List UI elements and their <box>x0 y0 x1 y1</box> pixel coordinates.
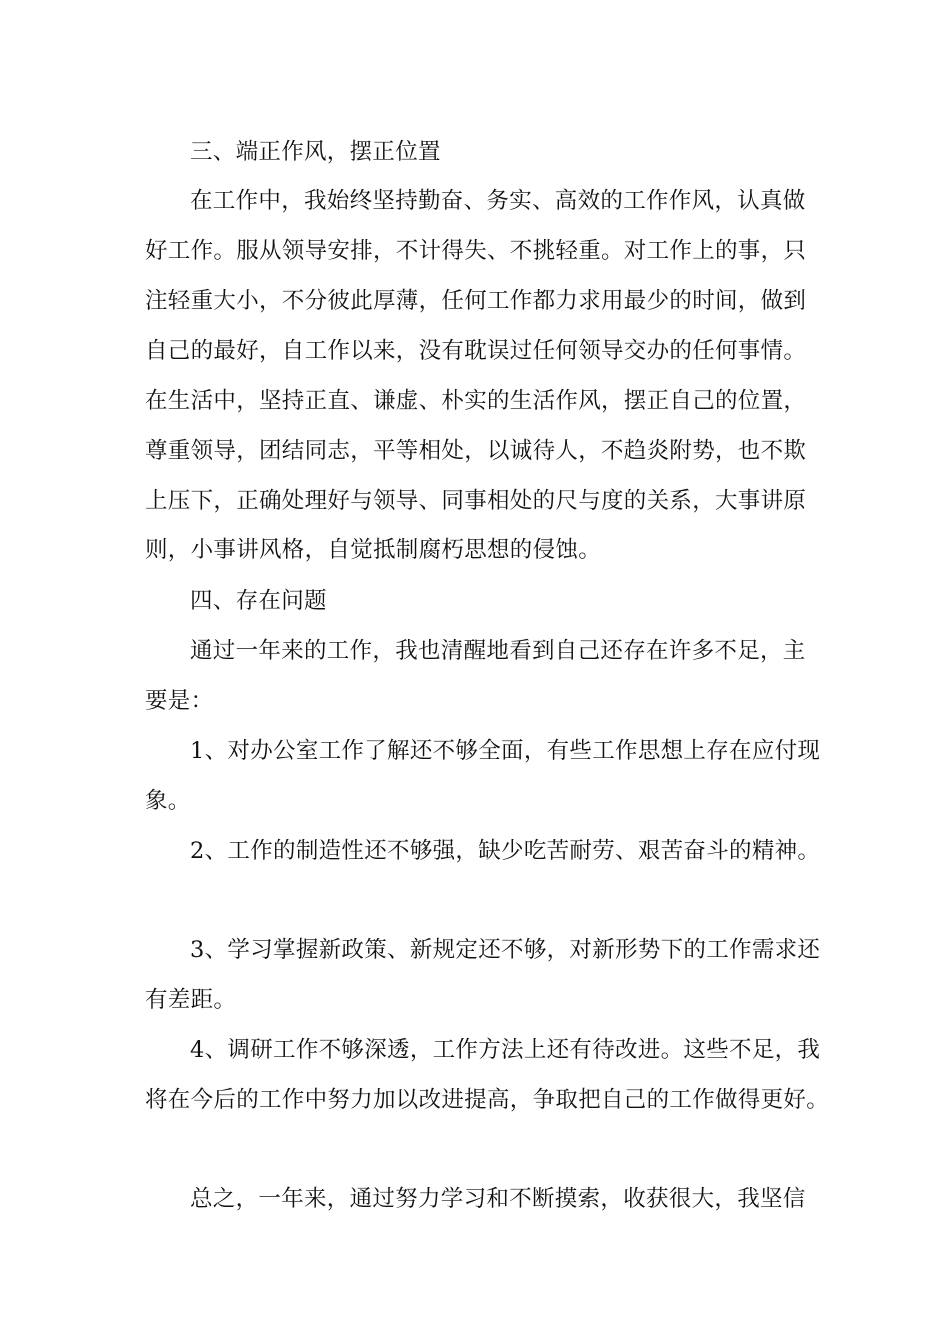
list-item-3-continued: 有差距。 <box>145 987 237 1013</box>
list-item-4-continued: 将在今后的工作中努力加以改进提高，争取把自己的工作做得更好。 <box>145 1087 830 1113</box>
paragraph-line: 要是： <box>145 688 214 714</box>
list-item-2: 2、工作的制造性还不够强，缺少吃苦耐劳、艰苦奋斗的精神。 <box>190 838 821 864</box>
paragraph-line: 自己的最好，自工作以来，没有耽误过任何领导交办的任何事情。 <box>145 338 807 364</box>
paragraph-line: 通过一年来的工作，我也清醒地看到自己还存在许多不足，主 <box>190 638 806 664</box>
conclusion-line: 总之，一年来，通过努力学习和不断摸索，收获很大，我坚信 <box>190 1186 806 1212</box>
list-item-3: 3、学习掌握新政策、新规定还不够，对新形势下的工作需求还 <box>190 937 821 963</box>
paragraph-line: 上压下，正确处理好与领导、同事相处的尺与度的关系，大事讲原 <box>145 488 807 514</box>
paragraph-line: 好工作。服从领导安排，不计得失、不挑轻重。对工作上的事，只 <box>145 238 807 264</box>
list-item-1-continued: 象。 <box>145 788 191 814</box>
paragraph-line: 在生活中，坚持正直、谦虚、朴实的生活作风，摆正自己的位置， <box>145 388 807 414</box>
paragraph-line: 尊重领导，团结同志，平等相处，以诚待人，不趋炎附势，也不欺 <box>145 438 807 464</box>
paragraph-line: 则，小事讲风格，自觉抵制腐朽思想的侵蚀。 <box>145 537 602 563</box>
paragraph-line: 注轻重大小，不分彼此厚薄，任何工作都力求用最少的时间，做到 <box>145 288 807 314</box>
section-heading-4: 四、存在问题 <box>190 588 327 614</box>
list-item-4: 4、调研工作不够深透，工作方法上还有待改进。这些不足，我 <box>190 1037 821 1063</box>
section-heading-3: 三、端正作风，摆正位置 <box>190 139 441 165</box>
list-item-1: 1、对办公室工作了解还不够全面，有些工作思想上存在应付现 <box>190 738 821 764</box>
paragraph-line: 在工作中，我始终坚持勤奋、务实、高效的工作作风，认真做 <box>190 188 806 214</box>
